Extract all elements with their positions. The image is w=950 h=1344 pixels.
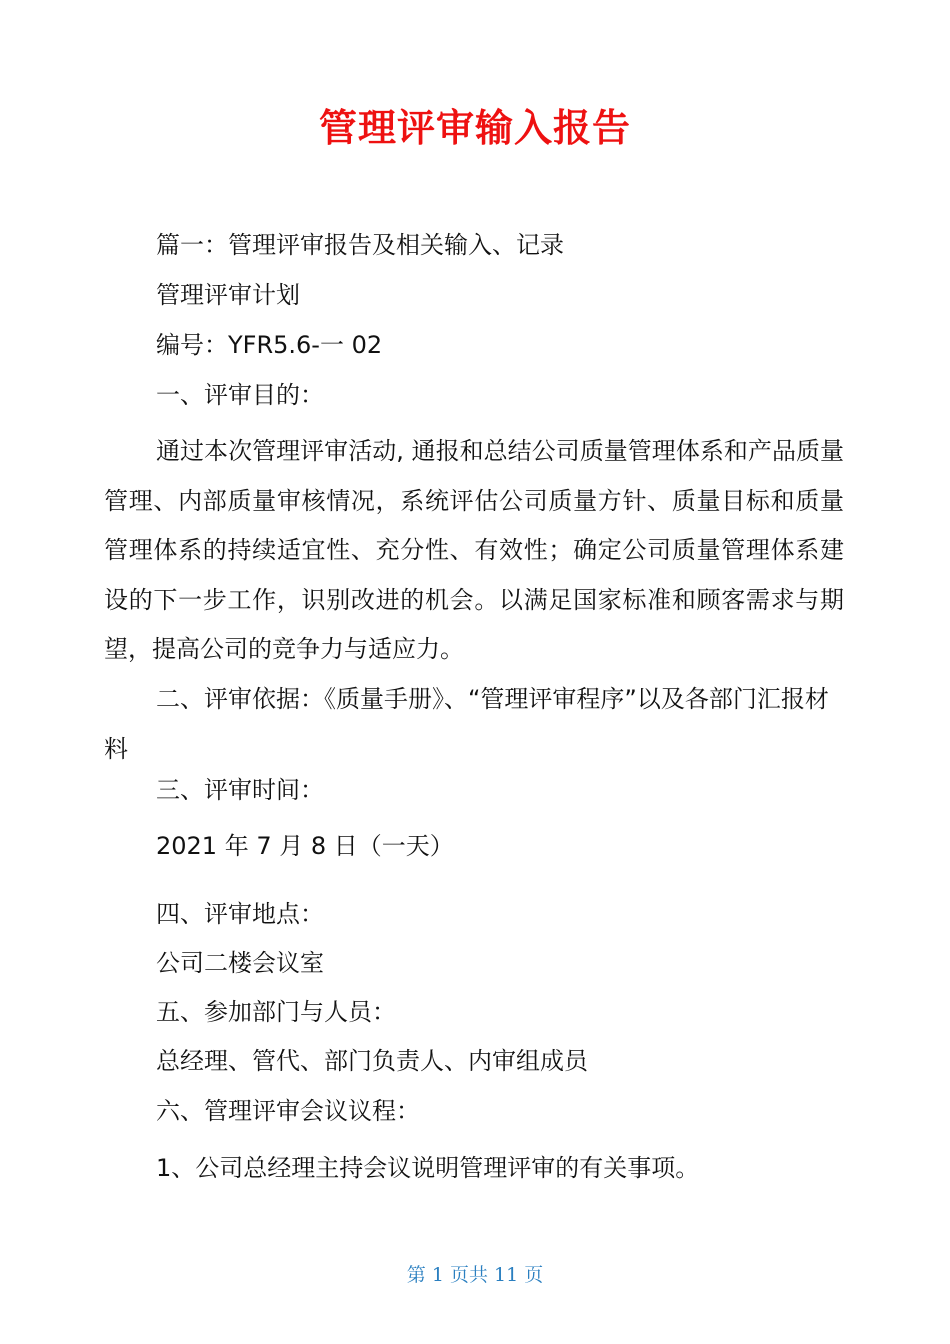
participants-value: 总经理、管代、部门负责人、内审组成员 (156, 1047, 588, 1075)
place-value: 公司二楼会议室 (156, 949, 324, 977)
purpose-paragraph: 通过本次管理评审活动, 通报和总结公司质量管理体系和产品质量管理、内部质量审核情况，系统评估公司质量方针、质量目标和质量管理体系的持续适宜性、充分性、有效性；确定公司质量管理体系建设的下一步工作，识别改进的机会。以满足国家标准和顾客需求与期望，提高公司的竞争力与适应力。 (104, 437, 844, 664)
agenda-heading: 六、管理评审会议议程： (156, 1097, 420, 1125)
purpose-heading: 一、评审目的： (156, 381, 324, 409)
page-footer: 第 1 页共 11 页 (406, 1264, 544, 1286)
document-title: 管理评审输入报告 (318, 106, 631, 150)
serial-number: 编号：YFR5.6-一 02 (156, 331, 383, 359)
time-heading: 三、评审时间： (156, 776, 324, 804)
basis-paragraph: 二、评审依据：《质量手册》、“管理评审程序”以及各部门汇报材料 (104, 685, 829, 763)
time-value: 2021 年 7 月 8 日（一天） (156, 832, 454, 860)
agenda-item: 1、公司总经理主持会议说明管理评审的有关事项。 (156, 1154, 700, 1182)
plan-title: 管理评审计划 (156, 281, 300, 309)
place-heading: 四、评审地点： (156, 900, 324, 928)
chapter-heading: 篇一：管理评审报告及相关输入、记录 (156, 231, 564, 259)
participants-heading: 五、参加部门与人员： (156, 998, 396, 1026)
